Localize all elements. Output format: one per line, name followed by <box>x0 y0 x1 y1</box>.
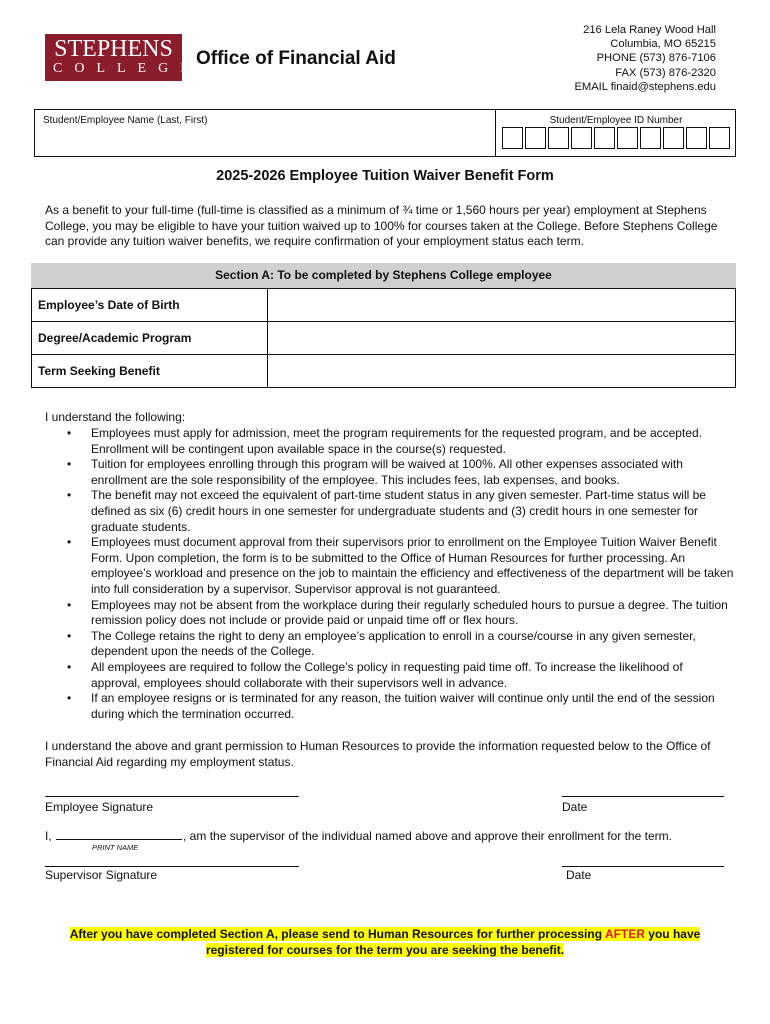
list-item-text: Employees may not be absent from the workplace during their regularly scheduled hours to pursue a degree. The tuition remission policy does not include or provide paid or unpaid time off or flex hours. <box>91 597 728 628</box>
employee-signature-label: Employee Signature <box>45 800 154 814</box>
address-fax: FAX (573) 876-2320 <box>615 66 716 79</box>
dob-input[interactable] <box>268 289 736 322</box>
id-digit-box[interactable] <box>548 127 569 149</box>
supervisor-name-input[interactable] <box>56 829 182 840</box>
bullet-icon: • <box>67 488 72 503</box>
stephens-college-logo <box>45 34 201 81</box>
bullet-icon: • <box>67 628 72 643</box>
permission-paragraph: I understand the above and grant permission to Human Resources to provide the information requested below to the Office of Financial Aid regarding my employment status. <box>45 739 711 769</box>
list-item <box>67 629 735 660</box>
list-item <box>67 535 735 597</box>
bullet-icon: • <box>67 691 72 706</box>
id-digit-box[interactable] <box>502 127 523 149</box>
list-item-text: All employees are required to follow the College’s policy in requesting paid time off. To increase the likelihood of approval, employees should collaborate with their supervisors well in advance. <box>91 659 683 690</box>
list-item <box>67 598 735 629</box>
supervisor-statement-text: , am the supervisor of the individual named above and approve their enrollment for the term. <box>183 829 672 843</box>
office-title: Office of Financial Aid <box>196 48 396 69</box>
logo-wordmark: STEPHENS <box>54 36 173 62</box>
list-item <box>67 488 735 535</box>
name-id-box <box>34 109 736 157</box>
bullet-icon: • <box>67 597 72 612</box>
id-digit-box[interactable] <box>663 127 684 149</box>
list-item-text: The benefit may not exceed the equivalent of part-time student status in any given semester. Part-time status will be defined as six (6) credit hours in one semester for undergraduate students and (3) credit hours in one semester for graduate students. <box>91 488 706 534</box>
term-label: Term Seeking Benefit <box>32 355 268 388</box>
program-label: Degree/Academic Program <box>32 322 268 355</box>
address-email[interactable]: EMAIL finaid@stephens.edu <box>574 80 716 93</box>
id-digit-box[interactable] <box>617 127 638 149</box>
supervisor-signature-line[interactable] <box>45 858 299 867</box>
address-line: 216 Lela Raney Wood Hall <box>583 24 716 36</box>
supervisor-statement <box>45 829 672 843</box>
name-field-label: Student/Employee Name (Last, First) <box>43 115 208 126</box>
employee-date-line[interactable] <box>562 788 724 797</box>
list-item-text: If an employee resigns or is terminated for any reason, the tuition waiver will continue only until the end of the session during which the termination occurred. <box>91 691 715 721</box>
id-digit-box[interactable] <box>594 127 615 149</box>
supervisor-statement-prefix: I, <box>45 829 52 843</box>
section-a-heading: Section A: To be completed by Stephens College employee <box>31 263 736 288</box>
id-field-label: Student/Employee ID Number <box>549 115 683 126</box>
form-title: 2025-2026 Employee Tuition Waiver Benefit Form <box>216 168 554 184</box>
address-phone: PHONE (573) 876-7106 <box>596 52 716 65</box>
bullet-icon: • <box>67 535 72 550</box>
program-input[interactable] <box>268 322 736 355</box>
contact-address <box>574 23 716 94</box>
bullet-icon: • <box>67 457 72 472</box>
list-item-text: Tuition for employees enrolling through this program will be waived at 100%. All other expenses associated with enrollment are the sole responsibility of the employee. This includes fees, lab expenses, and books. <box>91 457 683 487</box>
id-digit-box[interactable] <box>686 127 707 149</box>
intro-paragraph: As a benefit to your full-time (full-time is classified as a minimum of ¾ time or 1,560 hours per year) employment at Stephens College, you may be eligible to have your tuition waived up to 100% for courses taken at the College. Before Stephens College can provide any tuition waiver benefits, we require confirmation of your employment status each term. <box>45 203 718 248</box>
bullet-icon: • <box>67 426 72 440</box>
list-item <box>67 660 735 691</box>
supervisor-date-label: Date <box>566 868 592 882</box>
footer-note-text: After you have completed Section A, please send to Human Resources for further processing <box>69 927 605 941</box>
footer-instruction <box>0 926 770 958</box>
supervisor-signature-label: Supervisor Signature <box>45 868 158 882</box>
address-city: Columbia, MO 65215 <box>610 38 716 51</box>
table-row <box>32 289 736 322</box>
list-item-text: Employees must document approval from their supervisors prior to enrollment on the Employee Tuition Waiver Benefit Form. Upon completion, the form is to be submitted to the Office of Human Resources for further processing. An employee’s workload and presence on the job to maintain the efficiency and effectiveness of the department will be taken into full consideration by a supervisor. Supervisor approval is not guaranteed. <box>91 535 734 596</box>
table-row <box>32 355 736 388</box>
footer-note-line1 <box>70 927 701 941</box>
footer-note-line2: registered for courses for the term you are seeking the benefit. <box>205 943 565 957</box>
section-a-table <box>31 288 736 388</box>
dob-label: Employee’s Date of Birth <box>32 289 268 322</box>
id-digit-boxes <box>502 127 730 149</box>
list-item <box>67 691 735 722</box>
footer-note-emphasis: AFTER <box>604 927 645 941</box>
id-digit-box[interactable] <box>709 127 730 149</box>
supervisor-date-line[interactable] <box>562 858 724 867</box>
term-input[interactable] <box>268 355 736 388</box>
list-item-text: The College retains the right to deny an employee’s application to enroll in a course/course in any given semester, dependent upon the needs of the College. <box>91 628 696 659</box>
id-digit-box[interactable] <box>525 127 546 149</box>
terms-list <box>67 426 735 722</box>
list-item <box>67 426 735 457</box>
id-digit-box[interactable] <box>571 127 592 149</box>
print-name-caption: PRINT NAME <box>92 843 139 852</box>
list-item-text: Employees must apply for admission, meet the program requirements for the requested program, and be accepted. Enrollment will be contingent upon available space in the course(s) requested. <box>91 426 702 456</box>
employee-signature-line[interactable] <box>45 788 299 797</box>
employee-date-label: Date <box>562 800 588 814</box>
table-row <box>32 322 736 355</box>
logo-subtitle: COLLEGE <box>53 61 201 76</box>
bullet-icon: • <box>67 659 72 674</box>
footer-note-text-end: you have <box>644 927 701 941</box>
understand-intro: I understand the following: <box>45 410 186 424</box>
id-digit-box[interactable] <box>640 127 661 149</box>
list-item <box>67 457 735 488</box>
